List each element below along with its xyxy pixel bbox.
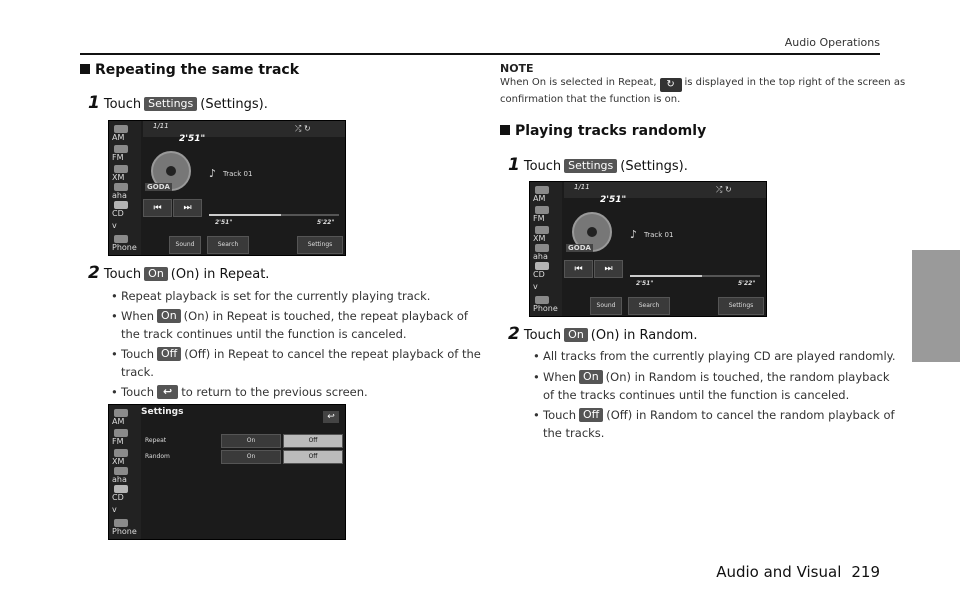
cd-label: GODA [568,244,591,252]
source-cd[interactable]: CD [112,485,138,507]
search-button[interactable]: Search [628,297,670,315]
source-aha[interactable]: aha [112,467,138,489]
source-phone[interactable]: Phone [112,519,138,540]
left-bullet-3: • Touch Off (Off) in Repeat to cancel the repeat playback of the track. [111,347,481,379]
source-phone[interactable]: Phone [533,296,559,317]
source-sidebar [109,405,141,539]
next-button[interactable]: ⏭ [173,199,202,217]
left-step-2: 2 Touch On (On) in Repeat. [88,263,270,283]
note-label: NOTE [500,62,534,75]
next-button[interactable]: ⏭ [594,260,623,278]
settings-chip: Settings [564,159,617,173]
source-aha[interactable]: aha [112,183,138,205]
settings-title: Settings [141,407,184,417]
left-bullet-2: • When On (On) in Repeat is touched, the repeat playback of the track continues until the function is canceled. [111,309,468,341]
elapsed-time: 2'51" [600,195,627,205]
heading-square-icon [80,64,90,74]
track-title: Track 01 [223,170,253,178]
source-am[interactable]: AM [533,186,559,208]
source-more[interactable]: v [533,282,538,291]
source-xm[interactable]: XM [112,449,138,471]
note-block: NOTE When On is selected in Repeat, ↻ is displayed in the top right of the screen as confirmation that the function is on. [500,62,906,105]
prev-button[interactable]: ⏮ [564,260,593,278]
heading-random: Playing tracks randomly [500,123,706,139]
source-xm[interactable]: XM [112,165,138,187]
running-header: Audio Operations [784,36,880,49]
prev-button[interactable]: ⏮ [143,199,172,217]
top-bar [143,121,345,137]
source-sidebar [530,182,562,316]
right-bullet-3: • Touch Off (Off) in Random to cancel the random playback of the tracks. [533,408,895,440]
return-chip: ↩ [157,385,178,399]
music-note-icon: ♪ [630,228,638,241]
elapsed-time: 2'51" [179,134,206,144]
track-title: Track 01 [644,231,674,239]
right-bullet-1: • All tracks from the currently playing CD are played randomly. [533,349,896,363]
left-bullet-1: • Repeat playback is set for the currently playing track. [111,289,431,303]
random-off-button[interactable]: Off [283,450,343,464]
shuffle-repeat-icon: ⤮ ↻ [295,124,311,133]
settings-screen [108,404,346,540]
track-count: 1/11 [574,183,590,191]
top-bar [564,182,766,198]
source-phone[interactable]: Phone [112,235,138,256]
random-on-button[interactable]: On [221,450,281,464]
progress-fill [630,275,702,277]
progress-bar[interactable] [630,275,760,277]
player-screen-left [108,120,346,256]
source-am[interactable]: AM [112,125,138,147]
source-more[interactable]: v [112,221,117,230]
heading-repeat: Repeating the same track [80,62,299,78]
left-bullet-4: • Touch ↩ to return to the previous screen. [111,385,368,399]
time-now: 2'51" [215,219,233,226]
player-screen-right [529,181,767,317]
source-more[interactable]: v [112,505,117,514]
source-am[interactable]: AM [112,409,138,431]
source-fm[interactable]: FM [112,429,138,451]
source-xm[interactable]: XM [533,226,559,248]
right-step-2: 2 Touch On (On) in Random. [508,324,698,344]
sound-button[interactable]: Sound [169,236,201,254]
source-cd[interactable]: CD [112,201,138,223]
page-footer [706,563,880,581]
section-tab [912,250,960,362]
shuffle-repeat-icon: ⤮ ↻ [716,185,732,194]
header-rule [80,53,880,55]
repeat-label: Repeat [145,437,167,444]
right-bullet-2: • When On (On) in Random is touched, the random playback of the tracks continues until the function is canceled. [533,370,890,402]
source-fm[interactable]: FM [533,206,559,228]
music-note-icon: ♪ [209,167,217,180]
progress-bar[interactable] [209,214,339,216]
repeat-icon: ↻ [660,78,682,92]
progress-fill [209,214,281,216]
heading-square-icon [500,125,510,135]
source-fm[interactable]: FM [112,145,138,167]
search-button[interactable]: Search [207,236,249,254]
time-total: 5'22" [317,219,335,226]
right-step-1: 1 Touch Settings (Settings). [508,155,688,175]
repeat-on-button[interactable]: On [221,434,281,448]
source-sidebar [109,121,141,255]
random-label: Random [145,453,170,460]
footer-section: Audio and Visual [716,563,842,581]
time-total: 5'22" [738,280,756,287]
settings-button[interactable]: Settings [297,236,343,254]
time-now: 2'51" [636,280,654,287]
repeat-off-button[interactable]: Off [283,434,343,448]
return-button[interactable]: ↩ [323,411,339,423]
sound-button[interactable]: Sound [590,297,622,315]
settings-button[interactable]: Settings [718,297,764,315]
page-number: 219 [851,563,880,581]
track-count: 1/11 [153,122,169,130]
on-chip: On [564,328,588,342]
source-aha[interactable]: aha [533,244,559,266]
cd-label: GODA [147,183,170,191]
source-cd[interactable]: CD [533,262,559,284]
settings-chip: Settings [144,97,197,111]
on-chip: On [144,267,168,281]
left-step-1: 1 Touch Settings (Settings). [88,93,268,113]
